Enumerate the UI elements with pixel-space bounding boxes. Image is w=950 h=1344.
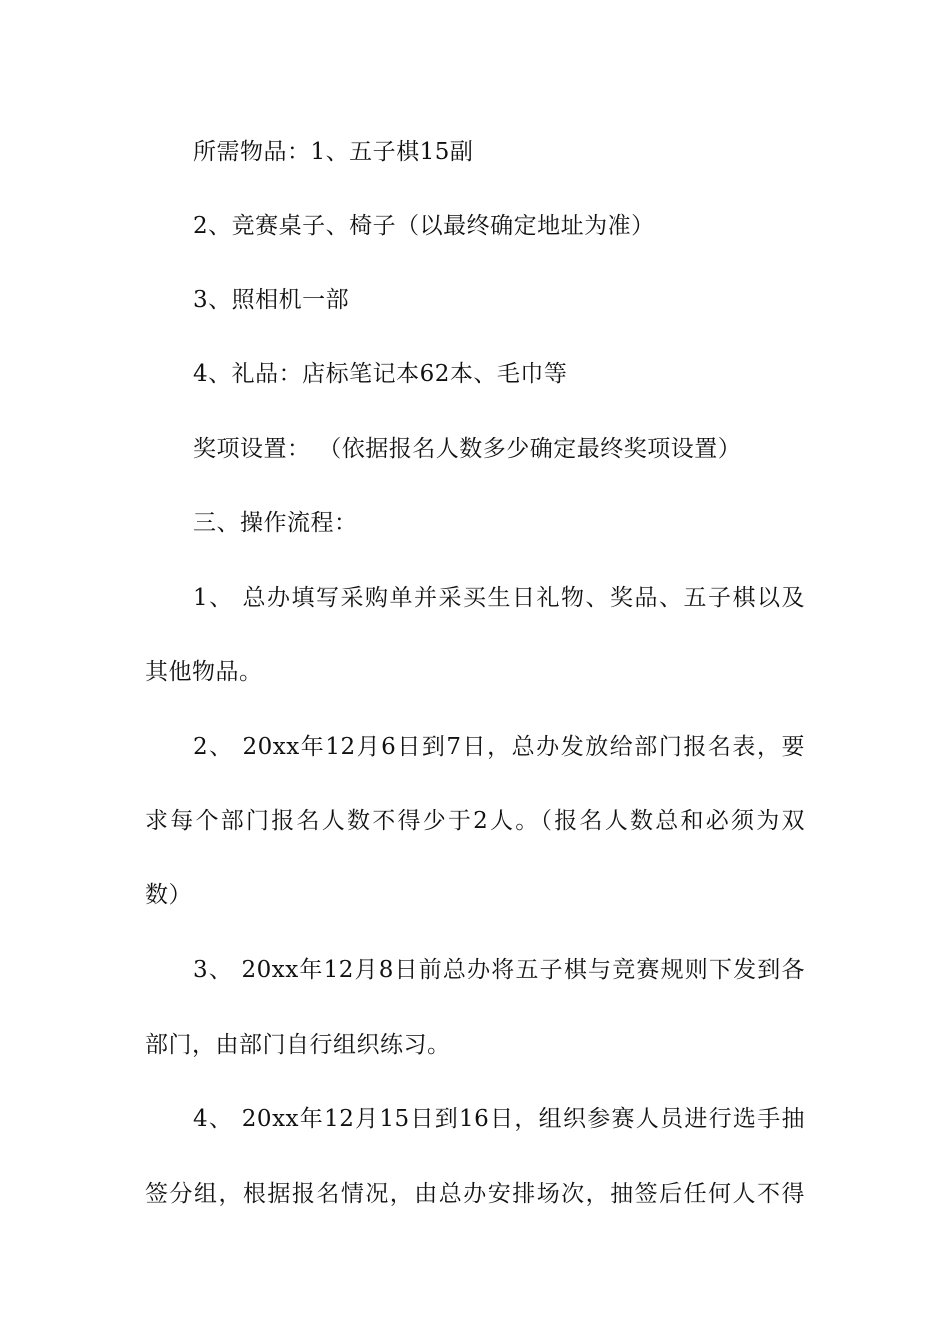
line-camera: 3、照相机一部 (193, 287, 350, 313)
line-required-items: 所需物品：1、五子棋15副 (193, 139, 474, 165)
line-gifts: 4、礼品：店标笔记本62本、毛巾等 (193, 361, 568, 387)
section-heading-procedure: 三、操作流程： (193, 510, 358, 536)
step-4-line-1: 4、 20xx年12月15日到16日，组织参赛人员进行选手抽 (193, 1106, 805, 1132)
line-tables-chairs: 2、竞赛桌子、椅子（以最终确定地址为准） (193, 213, 655, 239)
line-award-settings: 奖项设置： （依据报名人数多少确定最终奖项设置） (193, 436, 742, 462)
step-1-line-2: 其他物品。 (145, 659, 263, 685)
step-4-line-2: 签分组，根据报名情况，由总办安排场次，抽签后任何人不得 (145, 1181, 805, 1207)
step-2-line-2: 求每个部门报名人数不得少于2人。（报名人数总和必须为双 (145, 808, 805, 834)
step-3-line-2: 部门，由部门自行组织练习。 (145, 1032, 451, 1058)
step-3-line-1: 3、 20xx年12月8日前总办将五子棋与竞赛规则下发到各 (193, 957, 805, 983)
step-2-line-1: 2、 20xx年12月6日到7日，总办发放给部门报名表，要 (193, 734, 805, 760)
step-1-line-1: 1、 总办填写采购单并采买生日礼物、奖品、五子棋以及 (193, 585, 805, 611)
step-2-line-3: 数） (145, 882, 192, 908)
